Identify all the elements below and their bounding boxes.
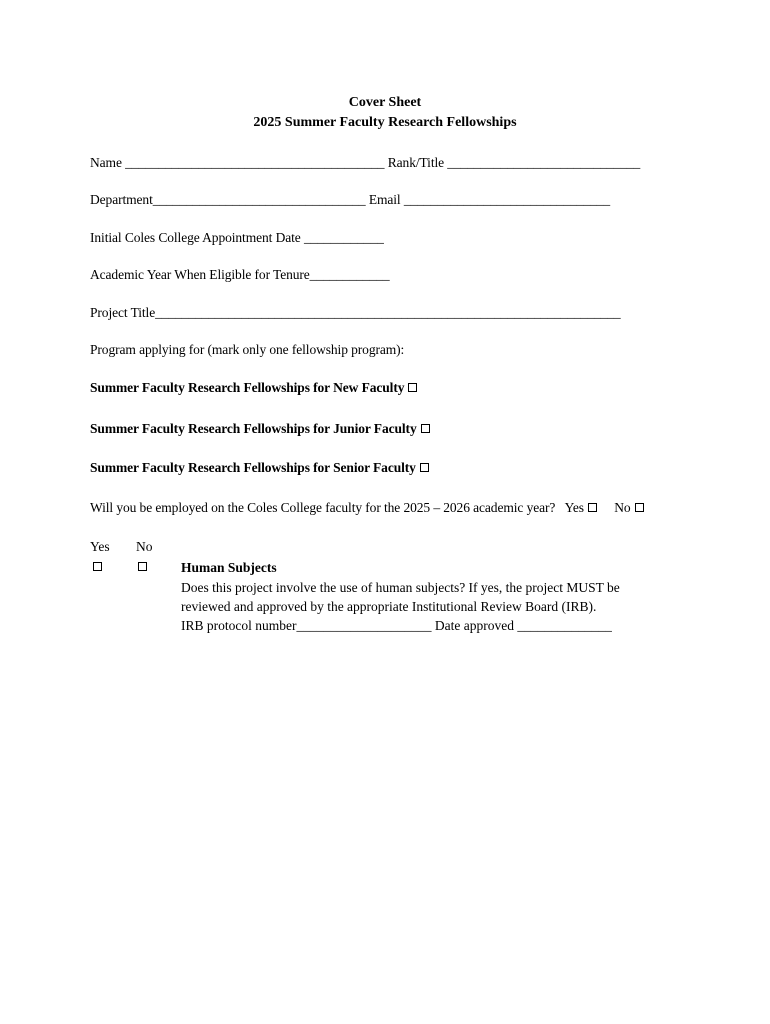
- program-option-junior-label: Summer Faculty Research Fellowships for Junior Faculty: [90, 421, 417, 436]
- employment-yes-checkbox[interactable]: [588, 503, 597, 512]
- human-subjects-question: Does this project involve the use of human subjects? If yes, the project MUST be: [181, 580, 620, 595]
- human-subjects-yes-checkbox[interactable]: [93, 562, 102, 571]
- employment-yes-label: Yes: [564, 500, 584, 515]
- page-subtitle: 2025 Summer Faculty Research Fellowships: [253, 115, 517, 130]
- program-option-senior: [90, 460, 429, 476]
- tenure-year-field[interactable]: Academic Year When Eligible for Tenure____________: [90, 267, 390, 282]
- employment-no-checkbox[interactable]: [635, 503, 644, 512]
- name-row: [90, 155, 640, 171]
- email-field[interactable]: Email _______________________________: [368, 192, 610, 207]
- name-field[interactable]: Name _______________________________________: [90, 155, 385, 170]
- human-subjects-yes-header: Yes: [90, 539, 110, 554]
- human-subjects-no-checkbox[interactable]: [138, 562, 147, 571]
- employment-no-label: No: [614, 500, 631, 515]
- irb-row: [181, 618, 612, 634]
- department-field[interactable]: Department________________________________: [90, 192, 366, 207]
- appointment-date-field[interactable]: Initial Coles College Appointment Date ____________: [90, 230, 384, 245]
- page-title: Cover Sheet: [348, 95, 422, 110]
- program-option-senior-label: Summer Faculty Research Fellowships for Senior Faculty: [90, 460, 416, 475]
- employment-row: [90, 500, 644, 516]
- program-option-new-label: Summer Faculty Research Fellowships for New Faculty: [90, 380, 405, 395]
- program-new-checkbox[interactable]: [408, 383, 417, 392]
- human-subjects-no-header: No: [136, 539, 153, 554]
- program-option-new: [90, 380, 417, 396]
- employment-question: Will you be employed on the Coles College faculty for the 2025 – 2026 academic year?: [90, 500, 556, 515]
- program-junior-checkbox[interactable]: [421, 424, 430, 433]
- human-subjects-note: reviewed and approved by the appropriate Institutional Review Board (IRB).: [181, 599, 597, 614]
- rank-title-field[interactable]: Rank/Title _____________________________: [387, 155, 641, 170]
- human-subjects-heading: Human Subjects: [181, 560, 277, 575]
- program-option-junior: [90, 421, 430, 437]
- program-prompt: Program applying for (mark only one fellowship program):: [90, 342, 405, 357]
- department-row: [90, 192, 610, 208]
- irb-date-approved-field[interactable]: Date approved ______________: [434, 618, 612, 633]
- program-senior-checkbox[interactable]: [420, 463, 429, 472]
- irb-protocol-field[interactable]: IRB protocol number____________________: [181, 618, 432, 633]
- project-title-field[interactable]: Project Title______________________________________________________________________: [90, 305, 621, 320]
